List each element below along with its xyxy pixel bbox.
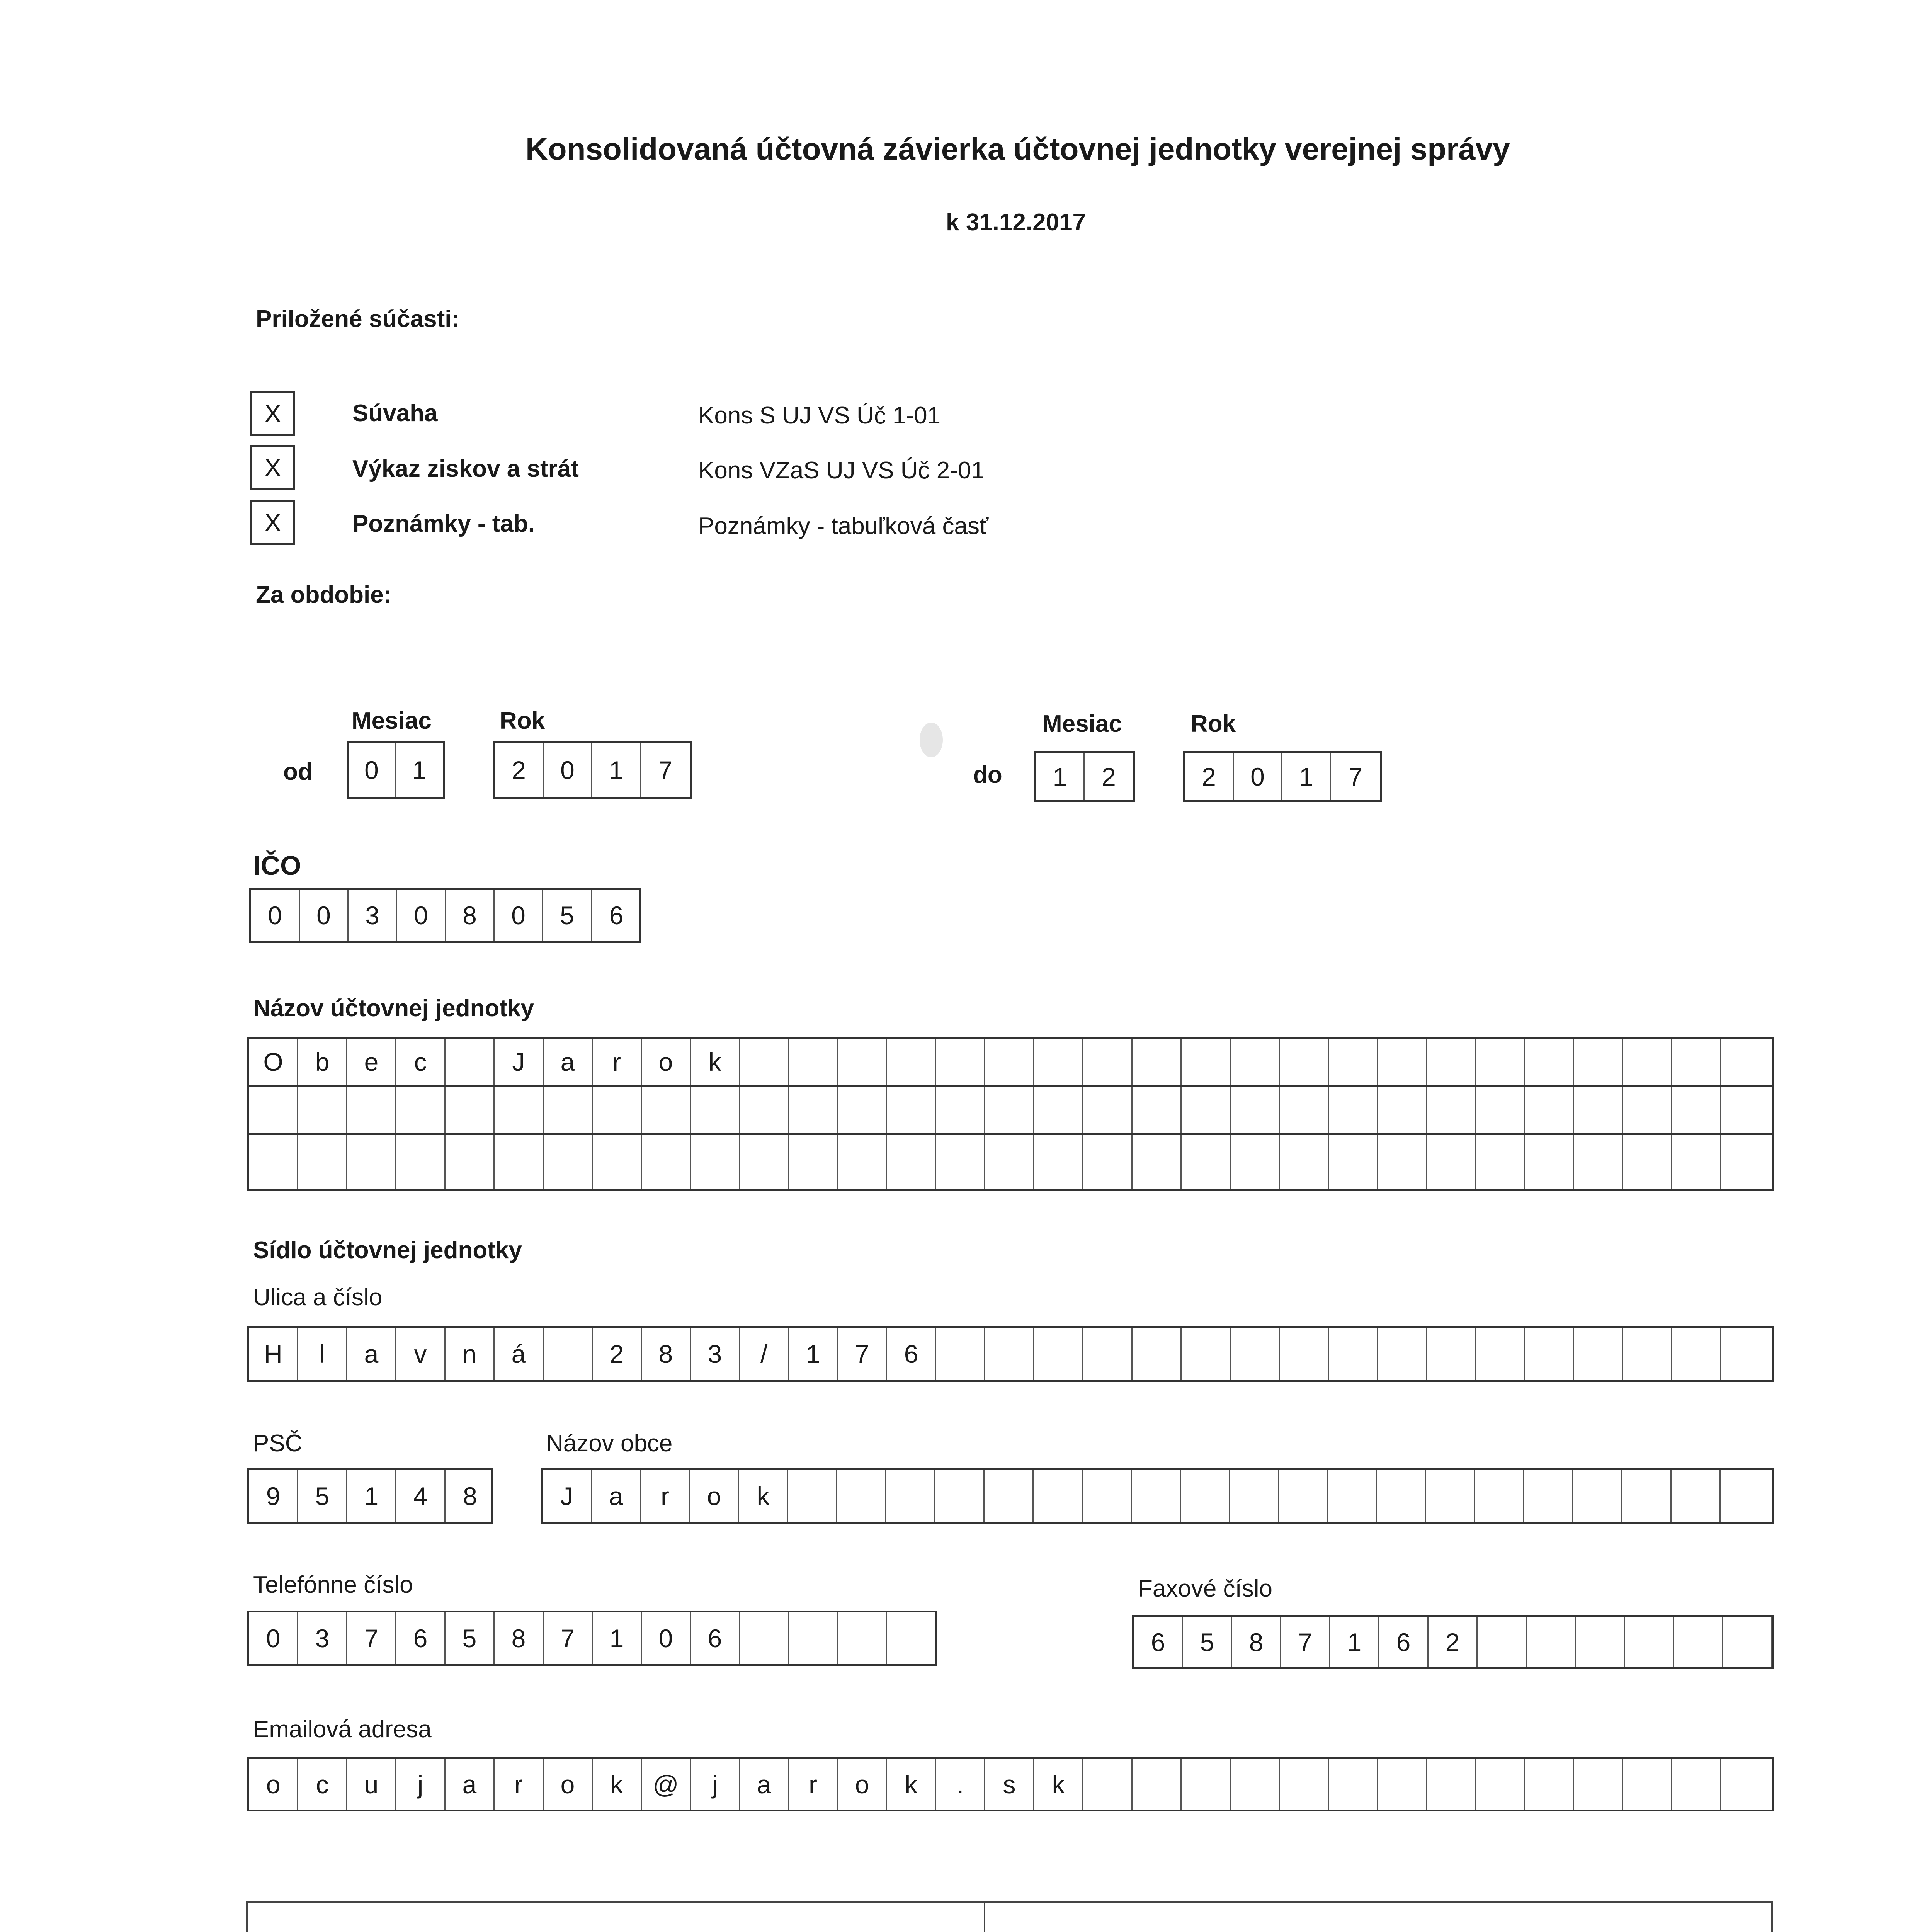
cell [1623, 1759, 1672, 1810]
cell: k [593, 1759, 642, 1810]
cell: 0 [397, 890, 446, 941]
cell [1476, 1759, 1525, 1810]
cell [1083, 1135, 1133, 1189]
cell [1672, 1470, 1721, 1522]
cell [347, 1087, 396, 1133]
cell [1427, 1328, 1476, 1380]
to-month-cells[interactable] [1034, 751, 1135, 802]
entity-name-label: Názov účtovnej jednotky [253, 995, 534, 1022]
cell [1182, 1328, 1231, 1380]
cell [1378, 1039, 1427, 1085]
cell [838, 1135, 887, 1189]
cell: s [985, 1759, 1034, 1810]
cell: j [396, 1759, 446, 1810]
to-label: do [973, 762, 1002, 788]
cell [1527, 1617, 1576, 1667]
cell [887, 1039, 936, 1085]
cell: / [740, 1328, 789, 1380]
entity-name-row-3[interactable] [247, 1133, 1774, 1191]
cell [1034, 1470, 1083, 1522]
cell [249, 1087, 298, 1133]
cell: r [789, 1759, 838, 1810]
cell [936, 1328, 985, 1380]
cell [740, 1039, 789, 1085]
cell [1231, 1135, 1280, 1189]
cell [1574, 1328, 1623, 1380]
cell [1083, 1087, 1133, 1133]
cell [936, 1087, 985, 1133]
cell [446, 1135, 495, 1189]
cell: a [446, 1759, 495, 1810]
document-title: Konsolidovaná účtovná závierka účtovnej jednotky verejnej správy [526, 132, 1510, 166]
cell: 3 [349, 890, 397, 941]
cell [1625, 1617, 1674, 1667]
cell [1280, 1328, 1329, 1380]
cell [1182, 1087, 1231, 1133]
cell: l [298, 1328, 347, 1380]
cell: r [641, 1470, 690, 1522]
cell: 5 [298, 1470, 347, 1522]
cell [298, 1135, 347, 1189]
cell [1083, 1039, 1133, 1085]
cell [788, 1470, 837, 1522]
cell: 1 [789, 1328, 838, 1380]
cell [1133, 1039, 1182, 1085]
cell [1231, 1087, 1280, 1133]
cell [1182, 1135, 1231, 1189]
cell [1377, 1470, 1426, 1522]
cell: 8 [1232, 1617, 1281, 1667]
cell: 3 [691, 1328, 740, 1380]
cell [1279, 1470, 1328, 1522]
cell: 6 [1134, 1617, 1183, 1667]
cell: r [495, 1759, 544, 1810]
cell: J [495, 1039, 544, 1085]
cell: 0 [349, 743, 396, 797]
cell: v [396, 1328, 446, 1380]
from-year-label: Rok [500, 707, 545, 734]
cell [446, 1039, 495, 1085]
cell [495, 1135, 544, 1189]
cell [691, 1135, 740, 1189]
cell: 0 [544, 743, 592, 797]
cell [495, 1087, 544, 1133]
cell: 1 [1330, 1617, 1379, 1667]
cell [1576, 1617, 1625, 1667]
cell [789, 1135, 838, 1189]
cell [936, 1135, 985, 1189]
attachment-checkbox[interactable]: X [250, 391, 295, 436]
cell [1133, 1087, 1182, 1133]
to-year-label: Rok [1190, 711, 1236, 737]
cell [1329, 1087, 1378, 1133]
cell [1525, 1759, 1574, 1810]
from-label: od [283, 759, 313, 785]
cell [1721, 1470, 1770, 1522]
cell: O [249, 1039, 298, 1085]
cell [1329, 1039, 1378, 1085]
cell: 0 [1234, 753, 1282, 800]
city-label: Názov obce [546, 1430, 673, 1457]
psc-cells[interactable] [247, 1468, 493, 1524]
cell [1672, 1135, 1721, 1189]
cell: 2 [495, 743, 544, 797]
cell [1574, 1759, 1623, 1810]
cell [1623, 1087, 1672, 1133]
cell: 7 [1281, 1617, 1330, 1667]
cell [1721, 1087, 1770, 1133]
document-date: k 31.12.2017 [946, 209, 1086, 236]
cell: 5 [446, 1612, 495, 1664]
cell [1378, 1087, 1427, 1133]
cell: c [396, 1039, 446, 1085]
cell: e [347, 1039, 396, 1085]
cell [396, 1087, 446, 1133]
cell [887, 1612, 936, 1664]
cell [789, 1039, 838, 1085]
cell [249, 1135, 298, 1189]
cell: 1 [412, 756, 427, 784]
cell [1721, 1039, 1770, 1085]
cell: k [1034, 1759, 1083, 1810]
attachment-code: Kons VZaS UJ VS Úč 2-01 [698, 457, 985, 484]
to-year-cells[interactable] [1183, 751, 1382, 802]
cell: 7 [838, 1328, 887, 1380]
cell [985, 1470, 1034, 1522]
cell [1133, 1135, 1182, 1189]
attachment-name: Poznámky - tab. [352, 510, 535, 537]
cell [1231, 1759, 1280, 1810]
cell [985, 1328, 1034, 1380]
cell [1721, 1328, 1770, 1380]
cell [985, 1087, 1034, 1133]
from-month-label: Mesiac [352, 707, 432, 734]
cell: c [298, 1759, 347, 1810]
cell [544, 1087, 593, 1133]
cell [1230, 1470, 1279, 1522]
cell: 7 [347, 1612, 396, 1664]
cell: 7 [658, 756, 673, 784]
cell [1772, 1617, 1821, 1667]
attachment-code: Kons S UJ VS Úč 1-01 [698, 402, 941, 429]
cell: 6 [691, 1612, 740, 1664]
email-cells[interactable] [247, 1757, 1774, 1811]
cell [691, 1087, 740, 1133]
address-heading: Sídlo účtovnej jednotky [253, 1237, 522, 1264]
cell [935, 1470, 985, 1522]
psc-label: PSČ [253, 1430, 303, 1457]
cell: a [592, 1470, 641, 1522]
cell: o [544, 1759, 593, 1810]
cell [544, 1135, 593, 1189]
cell: 8 [463, 1482, 477, 1510]
cell [1329, 1328, 1378, 1380]
cell: 0 [251, 890, 300, 941]
cell [1574, 1087, 1623, 1133]
cell [446, 1087, 495, 1133]
cell: 8 [495, 1612, 544, 1664]
cell [1181, 1470, 1230, 1522]
cell [1280, 1759, 1329, 1810]
cell [1475, 1470, 1524, 1522]
cell: 5 [1183, 1617, 1232, 1667]
cell [1672, 1087, 1721, 1133]
cell: o [642, 1039, 691, 1085]
attachments-heading: Priložené súčasti: [256, 306, 460, 332]
cell: 1 [592, 743, 641, 797]
cell: 1 [1282, 753, 1331, 800]
table-divider [984, 1903, 985, 1932]
cell [789, 1087, 838, 1133]
cell: 5 [543, 890, 592, 941]
period-heading: Za obdobie: [256, 582, 392, 608]
cell [886, 1470, 935, 1522]
street-cells[interactable] [247, 1326, 1774, 1382]
cell: . [936, 1759, 985, 1810]
cell [1231, 1328, 1280, 1380]
cell [1525, 1087, 1574, 1133]
cell [838, 1612, 887, 1664]
cell: a [347, 1328, 396, 1380]
from-month-cells[interactable] [347, 741, 445, 799]
cell: a [740, 1759, 789, 1810]
cell [985, 1135, 1034, 1189]
cell [1672, 1039, 1721, 1085]
cell: b [298, 1039, 347, 1085]
city-cells[interactable] [541, 1468, 1774, 1524]
cell: 0 [249, 1612, 298, 1664]
cell [1182, 1759, 1231, 1810]
cell [1476, 1135, 1525, 1189]
from-year-cells[interactable] [493, 741, 692, 799]
cell: n [446, 1328, 495, 1380]
cell [1231, 1039, 1280, 1085]
phone-label: Telefónne číslo [253, 1571, 413, 1598]
cell [1427, 1135, 1476, 1189]
cell [1427, 1087, 1476, 1133]
cell [1622, 1470, 1672, 1522]
cell [887, 1135, 936, 1189]
cell [1623, 1039, 1672, 1085]
attachment-code: Poznámky - tabuľková časť [698, 513, 989, 539]
attachment-checkbox[interactable]: X [250, 500, 295, 545]
cell [1573, 1470, 1622, 1522]
ico-cells[interactable] [249, 888, 641, 943]
cell [740, 1612, 789, 1664]
cell [1328, 1470, 1377, 1522]
cell: 3 [298, 1612, 347, 1664]
fax-cells[interactable] [1132, 1615, 1774, 1669]
cell [1378, 1759, 1427, 1810]
cell [1623, 1328, 1672, 1380]
cell: u [347, 1759, 396, 1810]
cell [1378, 1328, 1427, 1380]
entity-name-row-1[interactable] [247, 1037, 1774, 1087]
email-label: Emailová adresa [253, 1716, 432, 1743]
cell: H [249, 1328, 298, 1380]
cell: J [543, 1470, 592, 1522]
cell [1672, 1328, 1721, 1380]
cell: o [838, 1759, 887, 1810]
cell [1525, 1039, 1574, 1085]
cell: 1 [1036, 753, 1085, 800]
cell [1329, 1759, 1378, 1810]
ico-label: IČO [253, 850, 301, 881]
cell [1574, 1135, 1623, 1189]
cell [1083, 1759, 1133, 1810]
cell [1476, 1087, 1525, 1133]
cell [1034, 1039, 1083, 1085]
cell [1525, 1328, 1574, 1380]
cell: @ [642, 1759, 691, 1810]
cell: 7 [544, 1612, 593, 1664]
cell [1083, 1470, 1132, 1522]
cell [544, 1328, 593, 1380]
fax-label: Faxové číslo [1138, 1575, 1273, 1602]
cell: 6 [396, 1612, 446, 1664]
cell: o [249, 1759, 298, 1810]
attachment-name: Výkaz ziskov a strát [352, 456, 579, 482]
entity-name-row-2[interactable] [247, 1085, 1774, 1134]
cell [1132, 1470, 1181, 1522]
cell: a [544, 1039, 593, 1085]
cell [1476, 1039, 1525, 1085]
cell: 2 [1185, 753, 1234, 800]
to-month-label: Mesiac [1042, 711, 1122, 737]
cell [298, 1087, 347, 1133]
cell [1524, 1470, 1573, 1522]
cell [1623, 1135, 1672, 1189]
signature-table [246, 1901, 1773, 1932]
cell [593, 1135, 642, 1189]
cell: k [691, 1039, 740, 1085]
cell: k [887, 1759, 936, 1810]
cell [1674, 1617, 1723, 1667]
cell [1427, 1759, 1476, 1810]
cell: o [690, 1470, 739, 1522]
cell [985, 1039, 1034, 1085]
cell [1280, 1135, 1329, 1189]
cell: 1 [347, 1470, 396, 1522]
cell [1723, 1617, 1772, 1667]
cell [1280, 1087, 1329, 1133]
scan-speck [920, 723, 943, 757]
cell: 2 [1102, 762, 1116, 791]
cell: 2 [593, 1328, 642, 1380]
cell: 0 [300, 890, 349, 941]
cell [1133, 1759, 1182, 1810]
cell [838, 1087, 887, 1133]
cell [838, 1039, 887, 1085]
cell: 4 [396, 1470, 446, 1522]
cell: 8 [642, 1328, 691, 1380]
cell [1721, 1759, 1770, 1810]
cell [1476, 1328, 1525, 1380]
cell [1083, 1328, 1133, 1380]
cell [1034, 1087, 1083, 1133]
cell [1034, 1328, 1083, 1380]
cell [1329, 1135, 1378, 1189]
cell: j [691, 1759, 740, 1810]
cell [837, 1470, 886, 1522]
cell [1574, 1039, 1623, 1085]
cell [1280, 1039, 1329, 1085]
cell [740, 1087, 789, 1133]
cell: 8 [446, 890, 495, 941]
cell [1427, 1039, 1476, 1085]
cell: 6 [1379, 1617, 1429, 1667]
attachment-name: Súvaha [352, 400, 438, 427]
cell: 9 [249, 1470, 298, 1522]
cell [789, 1612, 838, 1664]
cell: r [593, 1039, 642, 1085]
cell [936, 1039, 985, 1085]
cell: k [739, 1470, 788, 1522]
cell [396, 1135, 446, 1189]
cell [593, 1087, 642, 1133]
attachment-checkbox[interactable]: X [250, 445, 295, 490]
cell [887, 1087, 936, 1133]
cell [642, 1135, 691, 1189]
cell [347, 1135, 396, 1189]
cell [1133, 1328, 1182, 1380]
cell [1478, 1617, 1527, 1667]
cell: 6 [609, 901, 624, 930]
cell [642, 1087, 691, 1133]
cell: 0 [642, 1612, 691, 1664]
cell [1672, 1759, 1721, 1810]
cell [1525, 1135, 1574, 1189]
cell [1426, 1470, 1475, 1522]
cell: 0 [495, 890, 543, 941]
cell: 2 [1429, 1617, 1478, 1667]
cell [1182, 1039, 1231, 1085]
phone-cells[interactable] [247, 1611, 937, 1666]
cell [1034, 1135, 1083, 1189]
cell [1378, 1135, 1427, 1189]
cell: 7 [1348, 762, 1363, 791]
cell [1721, 1135, 1770, 1189]
cell: 1 [593, 1612, 642, 1664]
cell: á [495, 1328, 544, 1380]
cell [740, 1135, 789, 1189]
street-label: Ulica a číslo [253, 1284, 383, 1311]
cell: 6 [887, 1328, 936, 1380]
